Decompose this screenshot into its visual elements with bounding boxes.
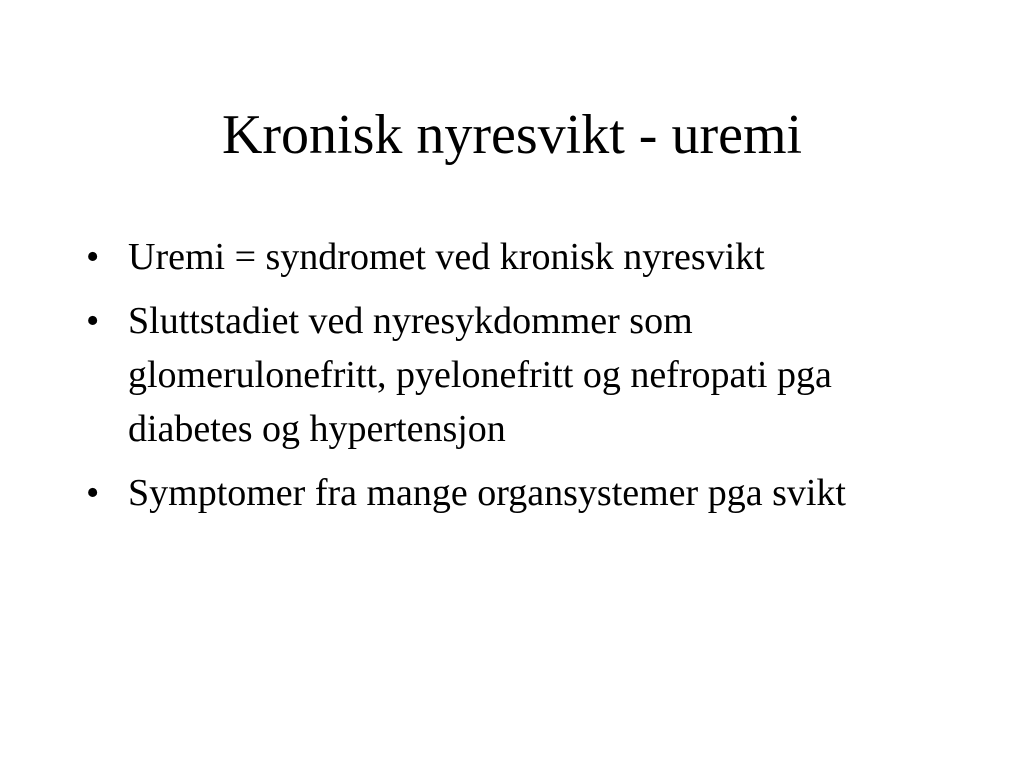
bullet-marker: • <box>86 472 100 514</box>
bullet-item <box>82 230 912 284</box>
slide-title: Kronisk nyresvikt - uremi <box>221 104 803 166</box>
bullet-text: Sluttstadiet ved nyresykdommer som glomerulonefritt, pyelonefritt og nefropati pga diabetes og hypertensjon <box>128 300 832 450</box>
bullet-list <box>82 230 912 530</box>
bullet-item <box>82 466 912 520</box>
bullet-item <box>82 294 912 456</box>
bullet-text: Uremi = syndromet ved kronisk nyresvikt <box>128 236 765 278</box>
bullet-text: Symptomer fra mange organsystemer pga svikt <box>128 472 846 514</box>
bullet-marker: • <box>86 236 100 278</box>
bullet-marker: • <box>86 300 100 342</box>
